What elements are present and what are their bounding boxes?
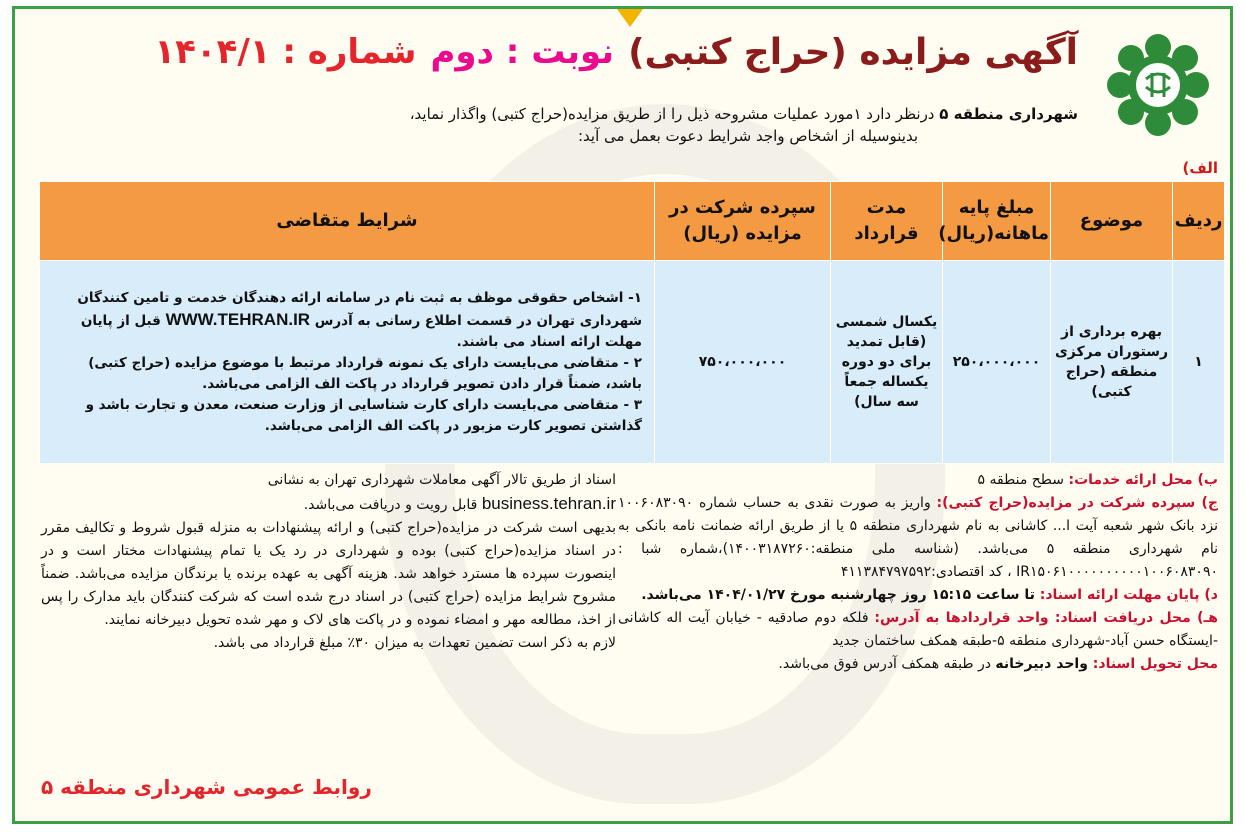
intro-line-1: درنظر دارد ۱مورد عملیات مشروحه ذیل را از طریق مزایده(حراج کتبی) واگذار نماید، [409,105,940,123]
section-a-label: الف) [1182,159,1218,177]
deposit-details: واریز به صورت نقدی به حساب شماره ۱۰۰۶۰۸۳۰۹۰ نزد بانک شهر شعبه آیت ا... کاشانی به نام شهرداری منطقه ۵ یا از طریق ارائه ضمانت نامه بانکی به نام شهرداری منطقه ۵ می‌باشد. (شناسه ملی منطقه:۱۴۰۰۳۱۸۷۲۶۰)،شماره شبا : IR۱۵۰۶۱۰۰۰۰۰۰۰۰۰۰۱۰۰۶۰۸۳۰۹۰ ، کد اقتصادی:۴۱۱۳۸۴۷۹۷۵۹۲ [618,495,1218,580]
cell-duration: یکسال شمسی (قابل تمدید برای دو دوره یکساله جمعاً سه سال) [831,261,943,464]
documents-delivery-label: محل تحویل اسناد: [1092,656,1218,672]
cell-row-number: ۱ [1173,261,1225,464]
header-row-number: ردیف [1173,182,1225,261]
condition-2: ۲ - متقاضی می‌بایست دارای یک نمونه قرارداد مرتبط با موضوع مزایده (حراج کتبی) باشد، ضمناً قرار دادن تصویر قرارداد در پاکت الف الزامی می‌باشد. [88,354,642,392]
guarantee-note: لازم به ذکر است تضمین تعهدات به میزان ۳۰٪ مبلغ قرارداد می باشد. [213,635,616,651]
documents-source: اسناد از طریق تالار آگهی معاملات شهرداری تهران به نشانی [267,472,616,488]
round-label: نوبت : دوم [430,32,615,72]
header-base-price: مبلغ پایه ماهانه(ریال) [943,182,1051,261]
table-header-row [40,182,1225,261]
deposit-label: ج) سپرده شرکت در مزایده(حراج کتبی): [936,495,1218,511]
tehran-url: WWW.TEHRAN.IR [165,309,311,329]
documents-pickup-address: فلکه دوم صادقیه - خیابان آیت اله کاشانی -ایستگاه حسن آباد-شهرداری منطقه ۵-طبقه همکف ساختمان جدید [618,610,1218,649]
condition-1-end: قبل از پایان مهلت ارائه اسناد می باشند. [80,312,642,350]
cell-conditions [40,261,655,464]
intro-line-2: بدینوسیله از اشخاص واجد شرایط دعوت بعمل می آید: [577,127,918,145]
header-duration: مدت قرارداد [831,182,943,261]
cell-subject: بهره برداری از رستوران مرکزی منطقه (حراج کتبی) [1051,261,1173,464]
public-relations-signature: روابط عمومی شهرداری منطقه ۵ [41,775,372,799]
business-url: business.tehran.ir [481,494,616,513]
cell-deposit: ۷۵۰،۰۰۰،۰۰۰ [655,261,831,464]
documents-pickup-label: هـ) محل دریافت اسناد: واحد قراردادها به آدرس: [874,610,1218,626]
page-title: آگهی مزایده (حراج کتبی) [628,31,1078,73]
table-row [40,261,1225,464]
details-right-column [618,469,1218,676]
condition-3: ۳ - متقاضی می‌بایست دارای کارت شناسایی از وزارت صنعت، معدن و تجارت باشد و گذاشتن تصویر کارت مزبور در پاکت الف الزامی می‌باشد. [85,396,642,434]
details-left-column [41,469,616,655]
notice-number: شماره : ۱۴۰۴/۱ [154,32,417,72]
deadline: تا ساعت ۱۵:۱۵ روز چهارشنبه مورخ ۱۴۰۴/۰۱/۲۷ می‌باشد. [641,587,1040,603]
service-location: سطح منطقه ۵ [977,472,1069,488]
title-row [118,19,1078,85]
service-location-label: ب) محل ارائه خدمات: [1068,472,1218,488]
deadline-label: د) پایان مهلت ارائه اسناد: [1039,587,1218,603]
secretariat-unit: واحد دبیرخانه [995,656,1093,672]
condition-1: ۱- اشخاص حقوقی موظف به ثبت نام در سامانه ارائه دهندگان خدمت و تامین کنندگان شهرداری تهران در قسمت اطلاع رسانی به آدرس [77,289,642,329]
terms-paragraph: بدیهی است شرکت در مزایده(حراج کتبی) و ارائه پیشنهادات به منزله قبول شروط و تکالیف مقرر در اسناد مزایده(حراج کتبی) بوده و شهرداری در رد یک یا تمام پیشنهادات مختار است و در اینصورت سپرده ها مسترد خواهد شد. هزینه آگهی به عهده برنده یا برندگان مزایده می‌باشد. ضمناً مشروح شرایط مزایده (حراج کتبی) در اسناد درج شده است که شرکت کنندگان باید مدارک را پس از اخذ، مطالعه مهر و امضاء نموده و در پاکت های لاک و مهر شده تحویل دبیرخانه نمایند. [41,520,616,628]
header-subject: موضوع [1051,182,1173,261]
documents-delivery: در طبقه همکف آدرس فوق می‌باشد. [778,656,996,672]
header-deposit: سپرده شرکت در مزایده (ریال) [655,182,831,261]
org-name: شهرداری منطقه ۵ [939,105,1078,123]
documents-source-end: قابل رویت و دریافت می‌باشد. [303,497,482,513]
cell-base-price: ۲۵۰،۰۰۰،۰۰۰ [943,261,1051,464]
header-conditions: شرایط متقاضی [40,182,655,261]
auction-table [39,181,1225,464]
intro-text [178,103,1078,147]
notice-frame [12,6,1233,824]
tehran-municipality-logo-icon [1106,33,1210,137]
